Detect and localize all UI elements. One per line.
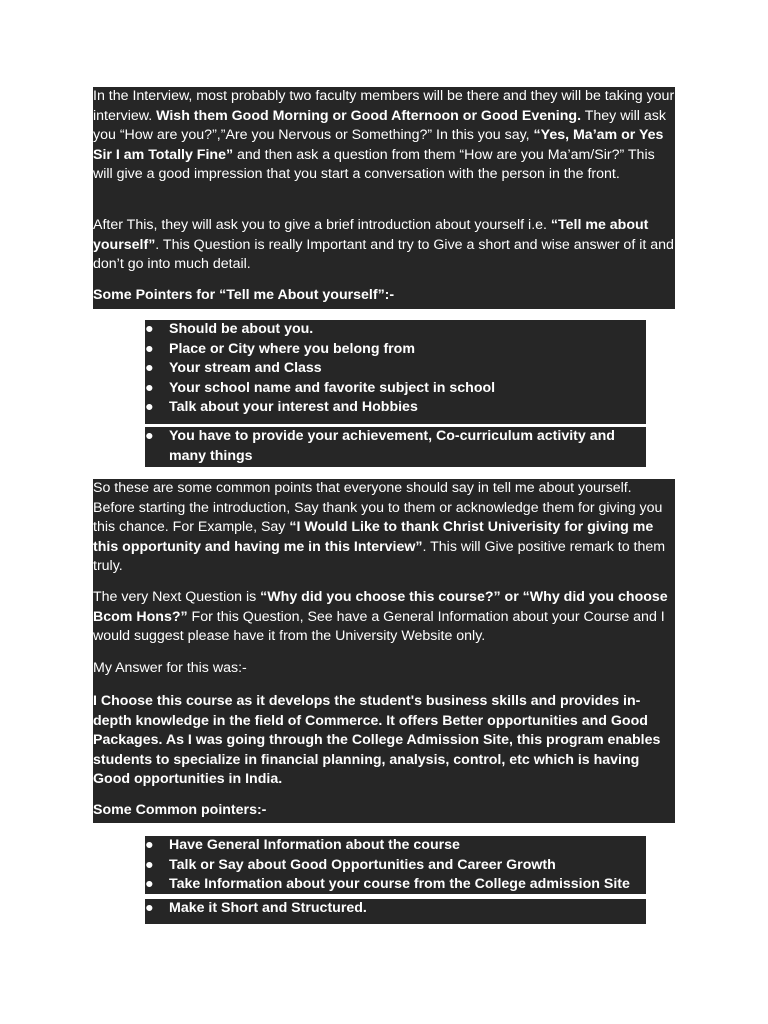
list-item	[145, 856, 646, 876]
pointers-list	[145, 320, 646, 424]
list-item-text: Talk or Say about Good Opportunities and Career Growth	[169, 856, 556, 873]
list-item	[145, 398, 646, 418]
list-item-text: Your school name and favorite subject in school	[169, 379, 496, 396]
paragraph-greeting	[93, 87, 675, 185]
common-pointers-heading	[93, 801, 675, 821]
list-item-text: Place or City where you belong from	[169, 340, 415, 357]
list-item-text: Talk about your interest and Hobbies	[169, 399, 418, 415]
text-span: The very Next Question is	[93, 589, 261, 605]
paragraph-why-course	[93, 588, 675, 647]
course-question-block	[93, 479, 675, 823]
bullet-icon: ●	[145, 379, 154, 396]
text-span: . This Question is really Important and try to Give a short and wise answer of it and don’t go into much detail.	[93, 236, 674, 272]
list-item	[145, 320, 646, 340]
list-item	[145, 359, 646, 379]
bullet-icon: ●	[145, 321, 154, 337]
paragraph-tell-me-about-yourself	[93, 216, 675, 275]
list-item	[145, 340, 646, 360]
list-item	[145, 899, 646, 919]
text-span: In the Interview, most probably two faculty members will be there and they will be taking your interview.	[93, 88, 675, 124]
list-item	[145, 836, 646, 856]
bullet-icon: ●	[145, 360, 154, 376]
answer-heading: My Answer for this was:-	[93, 660, 247, 676]
bold-span: Wish them Good Morning or Good Afternoon or Good Evening.	[156, 107, 582, 124]
list-item	[145, 379, 646, 399]
bold-span: “Why did you choose this course?” or “Why did you choose Bcom Hons?”	[93, 589, 668, 625]
bullet-icon: ●	[145, 900, 154, 916]
bold-span: “Yes, Ma’am or Yes Sir I am Totally Fine”	[93, 127, 664, 163]
text-span: For this Question, See have a General Information about your Course and I would suggest please have it from the University Website only.	[93, 608, 665, 644]
list-item	[145, 875, 646, 895]
text-span: So these are some common points that everyone should say in tell me about yourself. Before starting the introduction, Say thank you to them or acknowledge them for giving you this chance. For Example, Say	[93, 480, 663, 535]
answer-paragraph	[93, 692, 675, 790]
text-span: . This will Give positive remark to them truly.	[93, 538, 666, 574]
interview-intro-block	[93, 87, 675, 309]
list-item-text: Your stream and Class	[169, 360, 322, 376]
bold-span: “Tell me about yourself”	[93, 217, 649, 253]
bullet-icon: ●	[145, 837, 154, 853]
text-span: After This, they will ask you to give a brief introduction about yourself i.e.	[93, 217, 551, 233]
bold-span: I Choose this course as it develops the student's business skills and provides in-depth knowledge in the field of Commerce. It offers Better opportunities and Good Packages. As I was going through the College Admission Site, this program enables students to specialize in financial planning, analysis, control, etc which is having Good opportunities in India.	[93, 693, 661, 787]
paragraph-thank-you	[93, 479, 675, 577]
list-item-text: Have General Information about the course	[169, 837, 460, 853]
bold-span: “I Would Like to thank Christ Univerisity for giving me this opportunity and having me in this Interview”	[93, 519, 654, 555]
bullet-icon: ●	[145, 340, 154, 357]
bullet-icon: ●	[145, 399, 154, 415]
text-span: and then ask a question from them “How are you Ma’am/Sir?” This will give a good impression that you start a conversation with the person in the front.	[93, 146, 655, 182]
bold-span: Some Pointers for “Tell me About yourself”:-	[93, 287, 395, 303]
common-pointers-list-continued	[145, 899, 646, 924]
bullet-icon: ●	[145, 428, 154, 444]
list-item	[145, 427, 646, 466]
bullet-icon: ●	[145, 856, 154, 873]
pointers-heading	[93, 286, 675, 306]
text-span: They will ask you “How are you?”,”Are you Nervous or Something?” In this you say,	[93, 107, 666, 143]
list-item-text: Take Information about your course from the College admission Site	[169, 876, 630, 892]
list-item-text: Make it Short and Structured.	[169, 900, 367, 916]
bullet-icon: ●	[145, 876, 154, 892]
list-item-text: Should be about you.	[169, 321, 314, 337]
common-pointers-list	[145, 836, 646, 894]
bold-span: Some Common pointers:-	[93, 802, 267, 818]
list-item-text: You have to provide your achievement, Co-curriculum activity and many things	[169, 428, 615, 464]
pointers-list-continued	[145, 427, 646, 467]
